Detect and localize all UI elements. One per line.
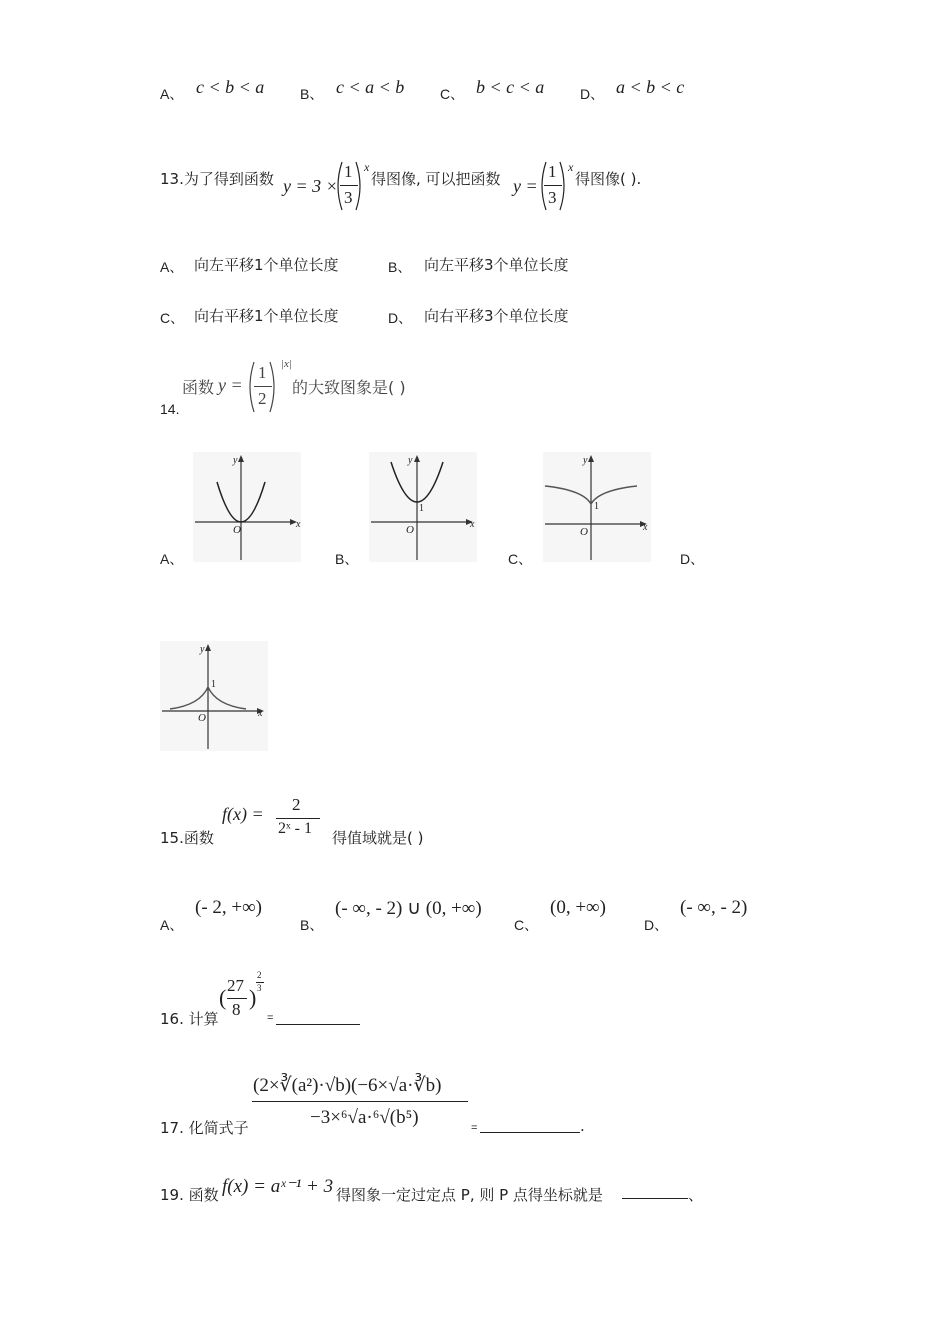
q14-option-d-label: D、 <box>680 551 705 567</box>
q14-graph-b-one: 1 <box>419 503 424 514</box>
q13-mid: 得图像, 可以把函数 <box>371 170 501 188</box>
q12-option-a-label: A、 <box>160 86 184 102</box>
q14-stem-prefix: 函数 <box>182 378 215 397</box>
q14-graph-d-y-label: y <box>200 644 205 655</box>
q12-option-d-label: D、 <box>580 86 605 102</box>
q13-frac-den-2: 3 <box>548 188 557 207</box>
q13-option-d-text: 向右平移3个单位长度 <box>424 307 569 325</box>
q15-option-c-expr: (0, +∞) <box>550 897 606 918</box>
q16-prefix: 16. 计算 <box>160 1010 219 1028</box>
q14-graph-d-origin: O <box>198 712 206 724</box>
q16-num: 27 <box>227 976 244 995</box>
q17-denominator: −3×⁶√a·⁶√(b⁵) <box>310 1107 419 1128</box>
q14-graph-a <box>193 452 301 562</box>
q16-frac-bar <box>227 998 247 999</box>
q19-prefix: 19. 函数 <box>160 1186 219 1204</box>
q14-graph-c-one: 1 <box>594 501 599 512</box>
q14-stem-suffix: 的大致图象是( ) <box>292 378 406 397</box>
q12-option-c-expr: b < c < a <box>476 77 545 97</box>
q14-graph-d-one: 1 <box>211 679 216 690</box>
q14-option-c-label: C、 <box>508 551 533 567</box>
q14-exp: |x| <box>281 358 292 370</box>
q14-graph-b-x-label: x <box>470 519 475 530</box>
q13-option-a-text: 向左平移1个单位长度 <box>194 256 339 274</box>
q14-graph-b-origin: O <box>406 524 414 536</box>
q15-num: 2 <box>292 795 301 814</box>
q19-suffix: 得图象一定过定点 P, 则 P 点得坐标就是 <box>336 1186 603 1204</box>
q14-graph-d <box>160 641 268 751</box>
q15-option-c-label: C、 <box>514 917 539 933</box>
q13-option-d-label: D、 <box>388 310 413 326</box>
q14-graph-a-origin: O <box>233 524 241 536</box>
q13-source-lhs: y = <box>513 176 538 196</box>
q15-option-d-label: D、 <box>644 917 669 933</box>
q19-end: 、 <box>688 1186 704 1204</box>
q14-graph-c-origin: O <box>580 526 588 538</box>
q13-prefix: 13.为了得到函数 <box>160 170 274 188</box>
q17-eq: = <box>471 1122 478 1134</box>
q13-frac-den: 3 <box>344 188 353 207</box>
q14-graph-a-y-label: y <box>233 455 238 466</box>
q15-frac-bar <box>276 818 320 819</box>
q14-graph-a-x-label: x <box>296 519 301 530</box>
q16-den: 8 <box>232 1000 241 1019</box>
q13-option-a-label: A、 <box>160 259 184 275</box>
q14-option-a-label: A、 <box>160 551 184 567</box>
q13-option-c-label: C、 <box>160 310 185 326</box>
q13-frac-bar-2 <box>544 185 562 186</box>
q14-graph-c-x-label: x <box>643 522 648 533</box>
q13-frac-num-2: 1 <box>548 162 557 181</box>
q14-number: 14. <box>160 401 180 417</box>
q17-prefix: 17. 化简式子 <box>160 1119 249 1137</box>
q13-option-b-label: B、 <box>388 259 412 275</box>
q16-paren-open: ( <box>219 985 227 1010</box>
q15-option-a-label: A、 <box>160 917 184 933</box>
q13-frac-bar <box>340 185 358 186</box>
q15-prefix: 15.函数 <box>160 829 214 847</box>
q12-option-b-expr: c < a < b <box>336 77 405 97</box>
q12-option-d-expr: a < b < c <box>616 77 685 97</box>
q16-paren-close: ) <box>249 985 257 1010</box>
q12-option-c-label: C、 <box>440 86 465 102</box>
q14-graph-c-y-label: y <box>583 455 588 466</box>
q13-exp-2: x <box>568 160 574 174</box>
q12-option-a-expr: c < b < a <box>196 77 265 97</box>
q19-answer-blank[interactable] <box>622 1184 688 1199</box>
q13-suffix: 得图像( ). <box>575 170 642 188</box>
q16-answer-blank[interactable] <box>276 1010 360 1025</box>
q13-option-b-text: 向左平移3个单位长度 <box>424 256 569 274</box>
q17-frac-bar <box>252 1101 468 1102</box>
q16-exp-num: 2 <box>257 970 262 980</box>
q15-option-a-expr: (- 2, +∞) <box>195 897 262 918</box>
q14-frac-den: 2 <box>258 389 267 408</box>
q14-graph-b-y-label: y <box>408 455 413 466</box>
q13-exp: x <box>364 160 370 174</box>
q14-frac-num: 1 <box>258 363 267 382</box>
q14-frac-bar <box>254 386 272 387</box>
q17-answer-blank[interactable] <box>480 1118 580 1133</box>
q12-option-b-label: B、 <box>300 86 324 102</box>
q14-option-b-label: B、 <box>335 551 359 567</box>
q14-graph-d-x-label: x <box>258 708 263 719</box>
q17-end: . <box>580 1117 585 1135</box>
q19-func: f(x) = aˣ⁻¹ + 3 <box>222 1176 334 1197</box>
q16-eq: = <box>267 1012 274 1024</box>
q15-func: f(x) = <box>222 804 264 824</box>
q14-lhs: y = <box>218 375 243 395</box>
q15-den: 2ˣ - 1 <box>278 820 312 837</box>
q13-frac-num: 1 <box>344 162 353 181</box>
q15-option-b-label: B、 <box>300 917 324 933</box>
q15-option-b-expr: (- ∞, - 2) ∪ (0, +∞) <box>335 898 482 919</box>
q15-suffix: 得值域就是( ) <box>332 829 424 847</box>
q13-target-lhs: y = 3 × <box>283 176 338 196</box>
q16-exp-den: 3 <box>257 983 262 993</box>
q17-numerator: (2×∛(a²)·√b)(−6×√a·∛b) <box>253 1075 442 1096</box>
q15-option-d-expr: (- ∞, - 2) <box>680 897 748 918</box>
q13-option-c-text: 向右平移1个单位长度 <box>194 307 339 325</box>
